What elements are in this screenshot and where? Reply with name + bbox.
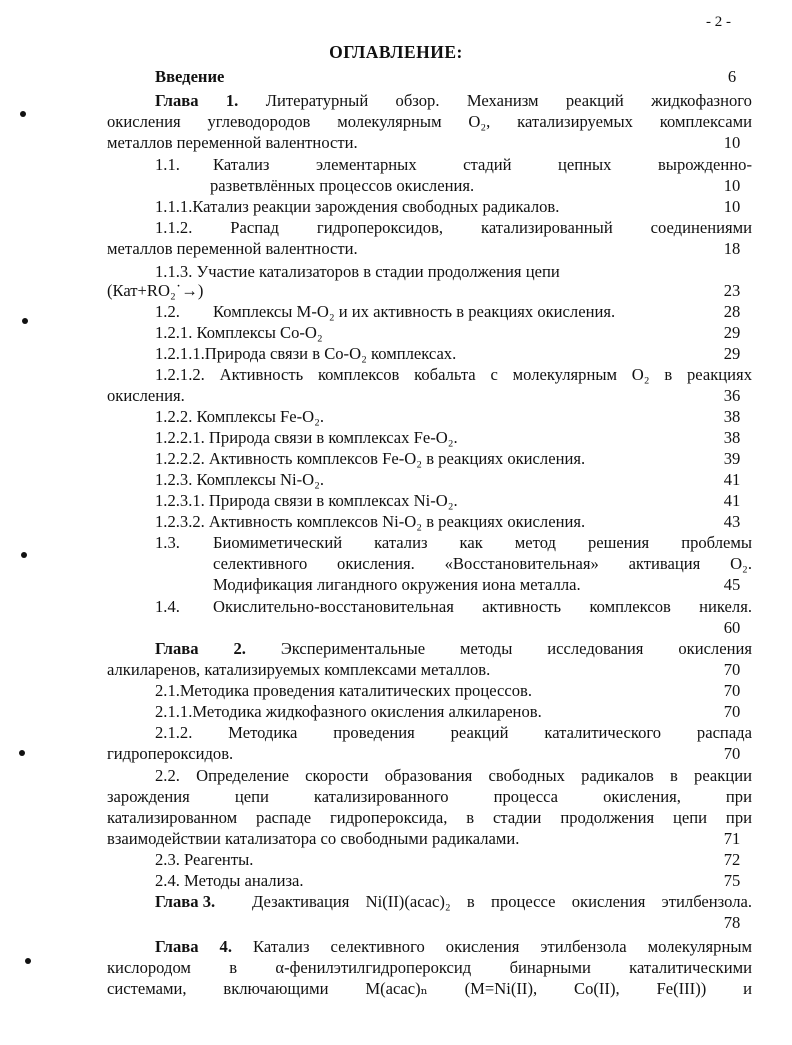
toc-page: 70 — [723, 744, 741, 763]
page-number: - 2 - — [706, 14, 731, 30]
toc-num: 1.1. — [155, 155, 180, 174]
toc-page: 60 — [723, 618, 741, 637]
binding-mark — [20, 111, 26, 117]
toc-line: 1.1.3. Участие катализаторов в стадии продолжения цепи — [155, 262, 560, 281]
toc-page: 10 — [723, 176, 741, 195]
toc-page: 10 — [723, 133, 741, 152]
toc-page: 39 — [723, 449, 741, 468]
toc-line: 1.2.1.1.Природа связи в Co-O₂ комплексах. — [155, 344, 457, 363]
toc-line: 2.4. Методы анализа. — [155, 871, 304, 890]
toc-page: 29 — [723, 344, 741, 363]
toc-line: катализированном распаде гидропероксида, в стадии продолжения цепи при — [107, 808, 752, 827]
toc-line: 1.2.1. Комплексы Co-O₂ — [155, 323, 323, 342]
toc-line: 1.2.2. Комплексы Fe-O₂. — [155, 407, 325, 426]
toc-page: 10 — [723, 197, 741, 216]
binding-mark — [19, 750, 25, 756]
toc-line: 1.2.2.2. Активность комплексов Fe-O₂ в реакциях окисления. — [155, 449, 586, 468]
toc-line: Модификация лигандного окружения иона металла. — [213, 575, 581, 594]
toc-line: зарождения цепи катализированного процесса окисления, при — [107, 787, 752, 806]
toc-line: 1.2.3. Комплексы Ni-O₂. — [155, 470, 325, 489]
toc-chapter-2: Глава 2. Экспериментальные методы исследования окисления — [155, 639, 752, 658]
toc-line: 2.3. Реагенты. — [155, 850, 254, 869]
toc-page: 29 — [723, 323, 741, 342]
binding-mark — [21, 552, 27, 558]
toc-chapter-1: Глава 1. Литературный обзор. Механизм реакций жидкофазного — [155, 91, 752, 110]
toc-line: окисления. — [107, 386, 185, 405]
toc-page: 70 — [723, 702, 741, 721]
toc-page: 45 — [723, 575, 741, 594]
toc-line: 1.1.1.Катализ реакции зарождения свободных радикалов. — [155, 197, 560, 216]
toc-line: разветвлённых процессов окисления. — [210, 176, 475, 195]
toc-line: взаимодействии катализатора со свободными радикалами. — [107, 829, 520, 848]
toc-line: металлов переменной валентности. — [107, 239, 358, 258]
toc-page: 38 — [723, 407, 741, 426]
toc-line: 2.1.Методика проведения каталитических процессов. — [155, 681, 533, 700]
toc-page: 70 — [723, 681, 741, 700]
toc-page: 75 — [723, 871, 741, 890]
toc-line: Дезактивация Ni(II)(acac)₂ в процессе окисления этилбензола. — [252, 892, 752, 911]
toc-page: 36 — [723, 386, 741, 405]
toc-page: 23 — [723, 281, 741, 300]
toc-line: 1.1.2. Распад гидропероксидов, катализированный соединениями — [155, 218, 752, 237]
toc-line: (Кат+RO₂˙→) — [107, 281, 204, 300]
toc-page: 41 — [723, 491, 741, 510]
toc-num: 1.3. — [155, 533, 180, 552]
toc-page: 70 — [723, 660, 741, 679]
toc-line: 2.1.2. Методика проведения реакций каталитического распада — [155, 723, 752, 742]
toc-line: 2.1.1.Методика жидкофазного окисления алкиларенов. — [155, 702, 542, 721]
toc-page: 71 — [723, 829, 741, 848]
toc-page: 72 — [723, 850, 741, 869]
toc-line: 1.2.1.2. Активность комплексов кобальта с молекулярным O₂ в реакциях — [155, 365, 752, 384]
toc-line: 2.2. Определение скорости образования свободных радикалов в реакции — [155, 766, 752, 785]
toc-line: 1.2.2.1. Природа связи в комплексах Fe-O₂. — [155, 428, 458, 447]
toc-num: 1.2. — [155, 302, 180, 321]
toc-line: Комплексы M-O₂ и их активность в реакциях окисления. — [213, 302, 616, 321]
toc-page: 38 — [723, 428, 741, 447]
toc-line: металлов переменной валентности. — [107, 133, 358, 152]
toc-line: окисления углеводородов молекулярным O₂, катализируемых комплексами — [107, 112, 752, 131]
toc-chapter-3: Глава 3. — [155, 892, 216, 911]
toc-page: 28 — [723, 302, 741, 321]
toc-chapter-4: Глава 4. Катализ селективного окисления этилбензола молекулярным — [155, 937, 752, 956]
toc-line: Катализ элементарных стадий цепных вырожденно- — [213, 155, 752, 174]
toc-page: 6 — [727, 67, 737, 86]
toc-line: гидропероксидов. — [107, 744, 234, 763]
toc-page: 78 — [723, 913, 741, 932]
page-title: ОГЛАВЛЕНИЕ: — [329, 42, 463, 62]
toc-page: 18 — [723, 239, 741, 258]
toc-page: 43 — [723, 512, 741, 531]
toc-line: 1.2.3.1. Природа связи в комплексах Ni-O₂. — [155, 491, 458, 510]
toc-line: 1.2.3.2. Активность комплексов Ni-O₂ в реакциях окисления. — [155, 512, 586, 531]
binding-mark — [22, 318, 28, 324]
toc-line: системами, включающими M(acac)ₙ (M=Ni(II), Co(II), Fe(III)) и — [107, 979, 752, 998]
toc-line: кислородом в α-фенилэтилгидропероксид бинарными каталитическими — [107, 958, 752, 977]
toc-line: селективного окисления. «Восстановительная» активация O₂. — [213, 554, 752, 573]
toc-intro: Введение — [155, 67, 225, 86]
toc-line: Окислительно-восстановительная активность комплексов никеля. — [213, 597, 752, 616]
toc-line: алкиларенов, катализируемых комплексами металлов. — [107, 660, 491, 679]
toc-num: 1.4. — [155, 597, 180, 616]
toc-line: Биомиметический катализ как метод решения проблемы — [213, 533, 752, 552]
binding-mark — [25, 958, 31, 964]
toc-page: 41 — [723, 470, 741, 489]
